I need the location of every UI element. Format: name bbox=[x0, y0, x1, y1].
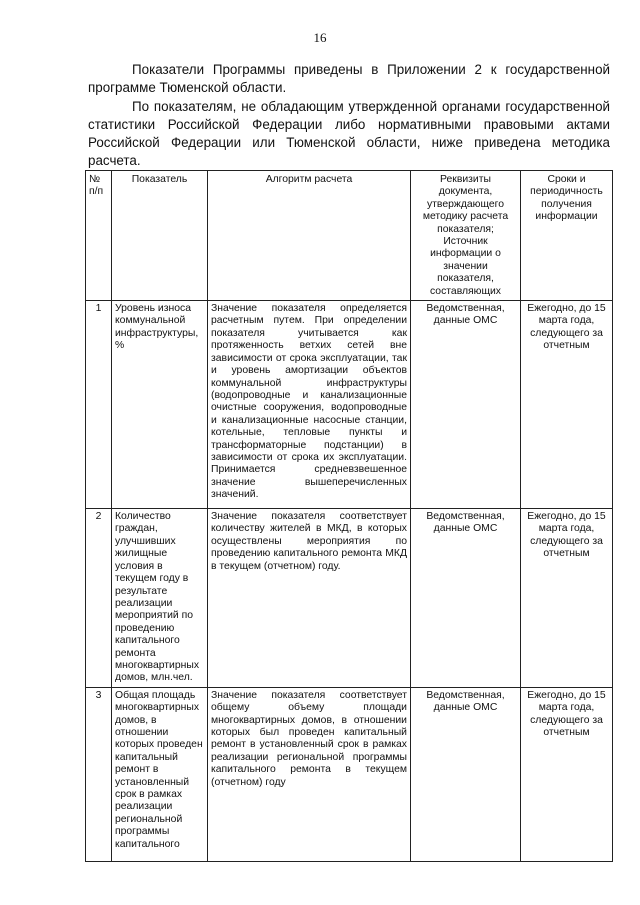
row-num: 1 bbox=[86, 301, 112, 509]
row-source: Ведомственная, данные ОМС bbox=[411, 687, 521, 861]
row-num: 3 bbox=[86, 687, 112, 861]
header-num: № п/п bbox=[86, 171, 112, 301]
row-indicator: Количество граждан, улучшивших жилищные условия в текущем году в результате реализации мероприятий по проведению капитального ремонта многоквартирных домов, млн.чел. bbox=[112, 509, 208, 688]
row-num: 2 bbox=[86, 509, 112, 688]
row-source: Ведомственная, данные ОМС bbox=[411, 509, 521, 688]
row-algorithm: Значение показателя определяется расчетным путем. При определении показателя учитывается как протяженность ветхих сетей вне зависимости от срока эксплуатации, так и уровень амортизации объектов коммунальной инфраструктуры (водопроводные и канализационные очистные сооружения, водопроводные и канализационные насосные станции, котельные, тепловые пункты и трансформаторные подстанции) в зависимости от срока их эксплуатации. Принимается средневзвешенное значение вышеперечисленных значений. bbox=[208, 301, 411, 509]
header-algorithm: Алгоритм расчета bbox=[208, 171, 411, 301]
page-number: 16 bbox=[313, 30, 327, 45]
intro-paragraph: Показатели Программы приведены в Приложении 2 к государственной программе Тюменской области. bbox=[88, 62, 610, 95]
table-row bbox=[86, 301, 613, 509]
header-period: Сроки и периодичность получения информации bbox=[521, 171, 613, 301]
methodology-paragraph: По показателям, не обладающим утвержденной органами государственной статистики Российской Федерации либо нормативными правовыми актами Российской Федерации или Тюменской области, ниже приведена методика расчета. bbox=[88, 99, 610, 168]
row-source: Ведомственная, данные ОМС bbox=[411, 301, 521, 509]
table-row bbox=[86, 687, 613, 861]
row-algorithm: Значение показателя соответствует общему объему площади многоквартирных домов, в отношении которых был проведен капитальный ремонт в установленный срок в рамках реализации региональной программы капитального ремонта в текущем (отчетном) году bbox=[208, 687, 411, 861]
row-algorithm: Значение показателя соответствует количеству жителей в МКД, в которых осуществлены мероприятия по проведению капитального ремонта МКД в текущем (отчетном) году. bbox=[208, 509, 411, 688]
header-source: Реквизиты документа, утверждающего методику расчета показателя; Источник информации о значении показателя, составляющих bbox=[411, 171, 521, 301]
table-header-row bbox=[86, 171, 613, 301]
row-period: Ежегодно, до 15 марта года, следующего за отчетным bbox=[521, 509, 613, 688]
row-period: Ежегодно, до 15 марта года, следующего за отчетным bbox=[521, 687, 613, 861]
row-indicator: Уровень износа коммунальной инфраструктуры, % bbox=[112, 301, 208, 509]
table-row bbox=[86, 509, 613, 688]
indicators-table bbox=[85, 170, 613, 862]
header-indicator: Показатель bbox=[112, 171, 208, 301]
row-period: Ежегодно, до 15 марта года, следующего за отчетным bbox=[521, 301, 613, 509]
row-indicator: Общая площадь многоквартирных домов, в отношении которых проведен капитальный ремонт в установленный срок в рамках реализации региональной программы капитального bbox=[112, 687, 208, 861]
